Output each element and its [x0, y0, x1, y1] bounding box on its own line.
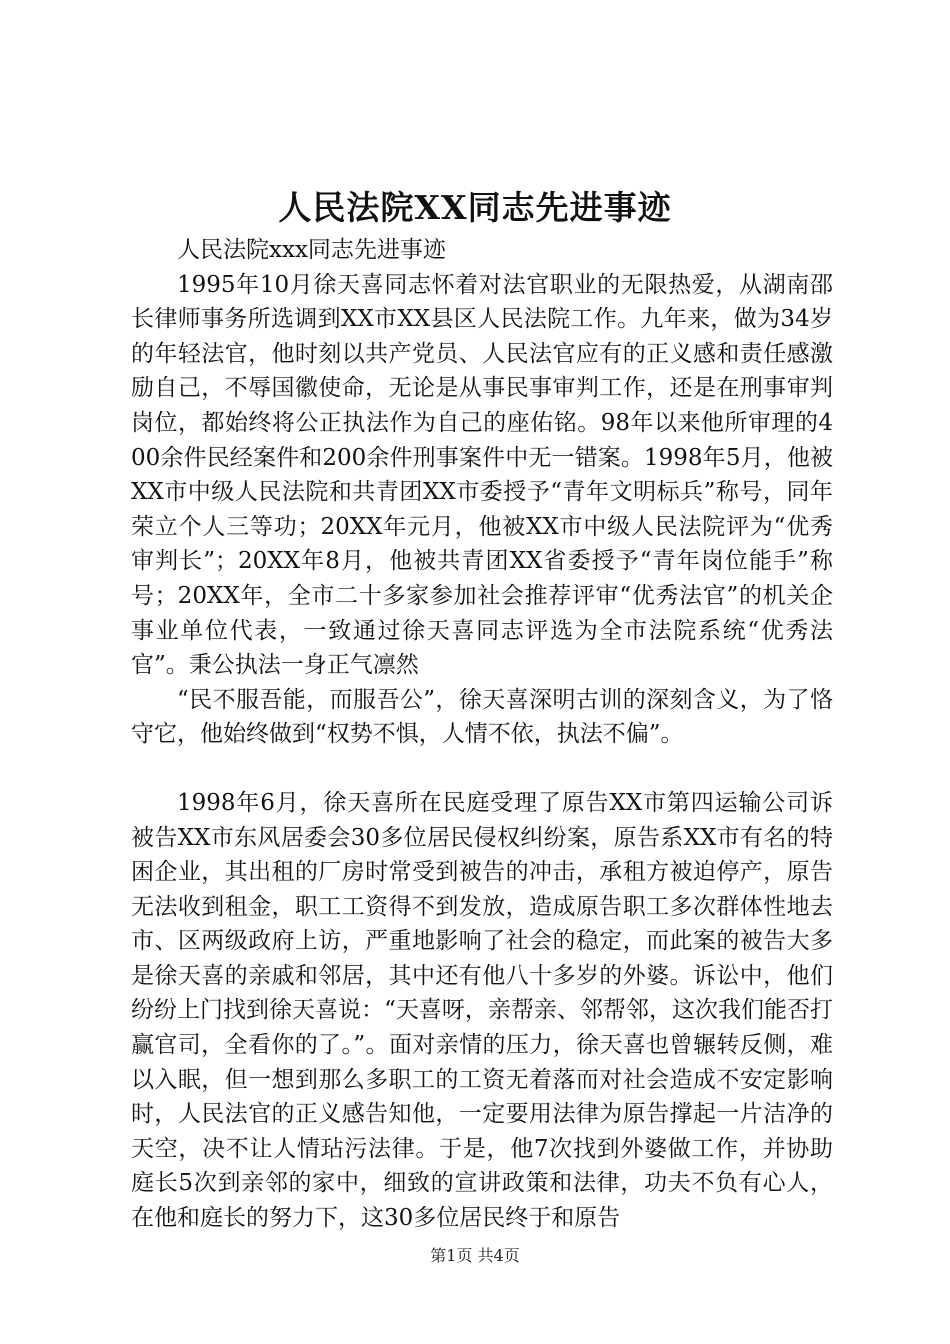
paragraph-motto: “民不服吾能，而服吾公”，徐天喜深明古训的深刻含义，为了恪守它，他始终做到“权势不惧，人情不依，执法不偏”。	[131, 686, 833, 748]
paragraph-subtitle: 人民法院xxx同志先进事迹	[177, 237, 446, 263]
paragraph-biography: 1995年10月徐天喜同志怀着对法官职业的无限热爱，从湖南邵长律师事务所选调到XX市XX县区人民法院工作。九年来，做为34岁的年轻法官，他时刻以共产党员、人民法官应有的正义感和责任感激励自己，不辱国徽使命，无论是从事民事审判工作，还是在刑事审判岗位，都始终将公正执法作为自己的座佑铭。98年以来他所审理的400余件民经案件和200余件刑事案件中无一错案。1998年5月，他被XX市中级人民法院和共青团XX市委授予“青年文明标兵”称号，同年荣立个人三等功；20XX年元月，他被XX市中级人民法院评为“优秀审判长”；20XX年8月，他被共青团XX省委授予“青年岗位能手”称号；20XX年，全市二十多家参加社会推荐评审“优秀法官”的机关企事业单位代表，一致通过徐天喜同志评选为全市法院系统“优秀法官”。秉公执法一身正气凛然	[131, 271, 833, 679]
paragraph-spacer	[131, 752, 833, 786]
document-title: 人民法院XX同志先进事迹	[278, 188, 672, 227]
document-body	[131, 233, 833, 1236]
page-footer: 第1页 共4页	[430, 1246, 520, 1265]
paragraph-case-1998: 1998年6月，徐天喜所在民庭受理了原告XX市第四运输公司诉被告XX市东风居委会30多位居民侵权纠纷案，原告系XX市有名的特困企业，其出租的厂房时常受到被告的冲击，承租方被迫停产，原告无法收到租金，职工工资得不到发放，造成原告职工多次群体性地去市、区两级政府上访，严重地影响了社会的稳定，而此案的被告大多是徐天喜的亲戚和邻居，其中还有他八十多岁的外婆。诉讼中，他们纷纷上门找到徐天喜说：“天喜呀，亲帮亲、邻帮邻，这次我们能否打赢官司，全看你的了。”。面对亲情的压力，徐天喜也曾辗转反侧，难以入眠，但一想到那么多职工的工资无着落而对社会造成不安定影响时，人民法官的正义感告知他，一定要用法律为原告撑起一片洁净的天空，决不让人情玷污法律。于是，他7次找到外婆做工作，并协助庭长5次到亲邻的家中，细致的宣讲政策和法律，功夫不负有心人，在他和庭长的努力下，这30多位居民终于和原告	[131, 789, 833, 1232]
